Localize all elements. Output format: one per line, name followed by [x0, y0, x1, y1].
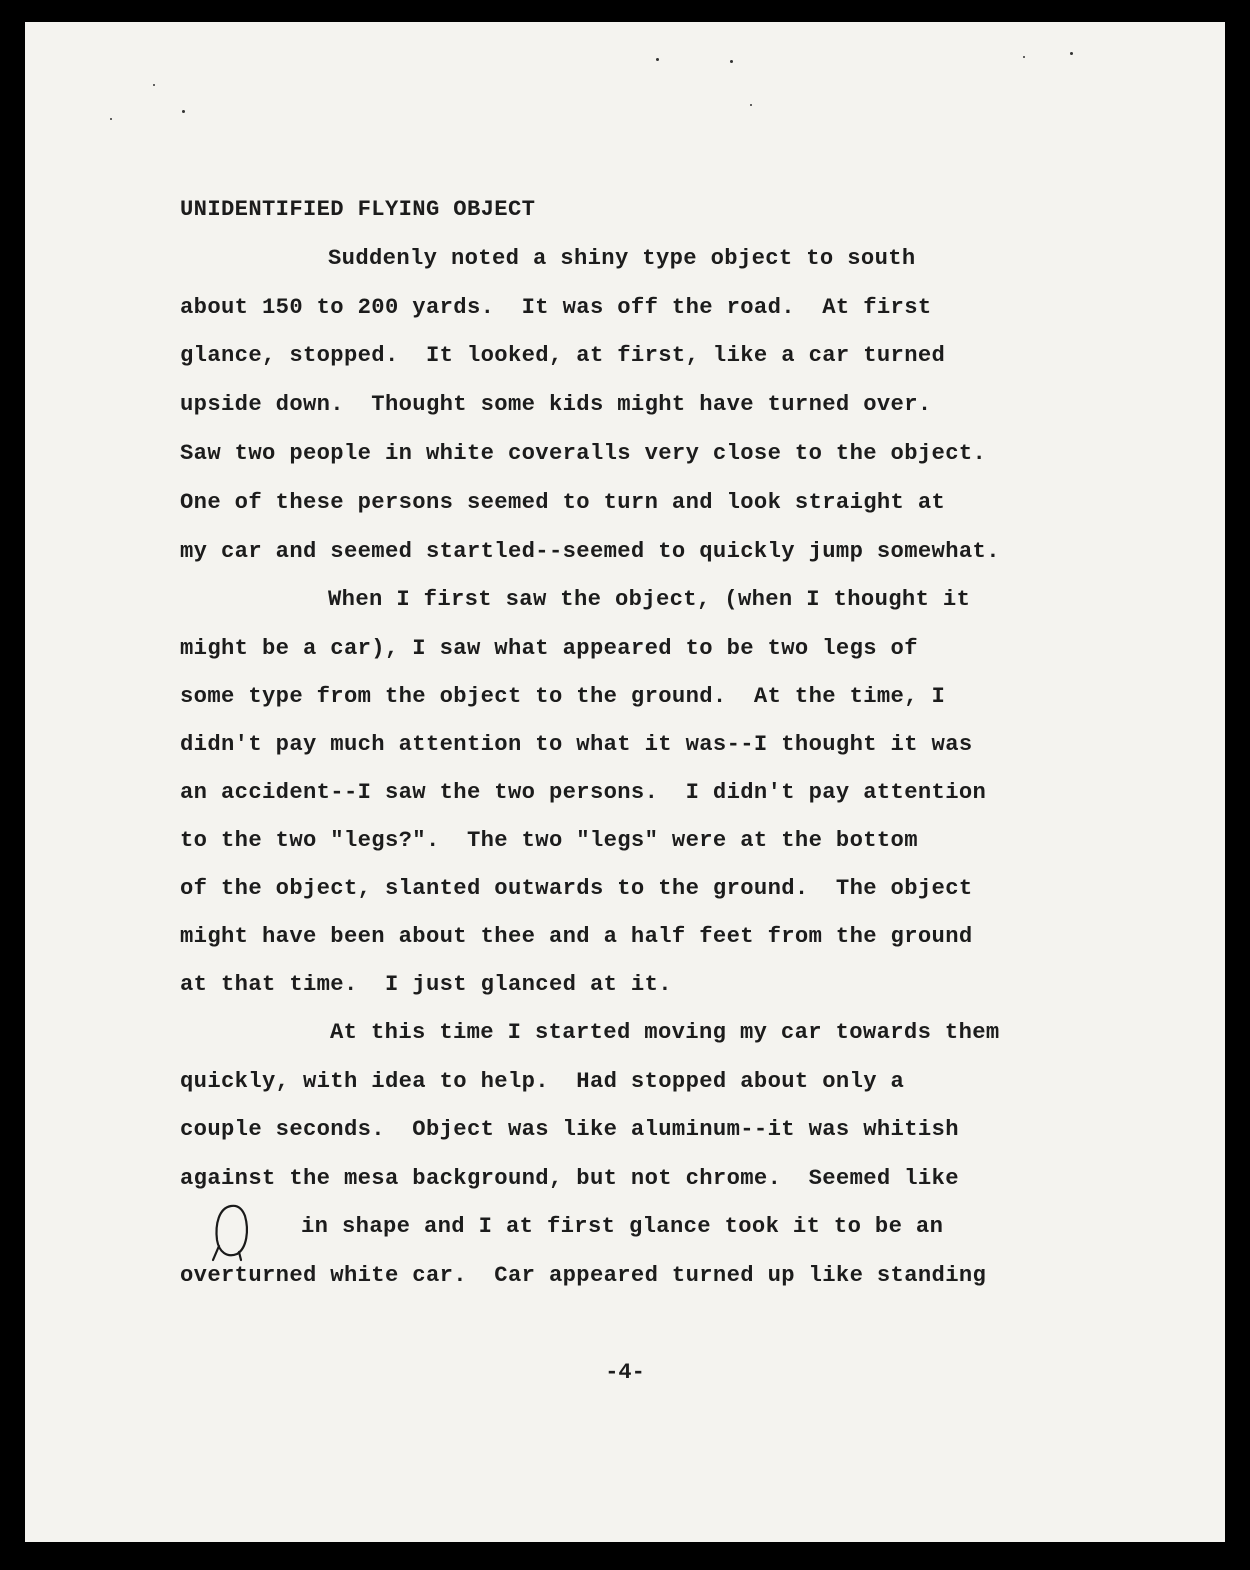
scan-speck: [182, 110, 185, 113]
body-line: upside down. Thought some kids might have turned over.: [180, 392, 932, 417]
body-line: might be a car), I saw what appeared to be two legs of: [180, 636, 918, 661]
body-line: quickly, with idea to help. Had stopped about only a: [180, 1069, 905, 1094]
body-line: When I first saw the object, (when I thought it: [328, 587, 971, 612]
scan-speck: [750, 104, 752, 106]
body-line: at that time. I just glanced at it.: [180, 972, 672, 997]
document-page: [25, 22, 1225, 1542]
body-line: against the mesa background, but not chrome. Seemed like: [180, 1166, 959, 1191]
page-number: -4-: [605, 1360, 645, 1385]
scan-speck: [1023, 56, 1025, 58]
scan-speck: [656, 58, 659, 61]
scan-speck: [153, 84, 155, 86]
body-line: in shape and I at first glance took it to be an: [301, 1214, 944, 1239]
body-line: of the object, slanted outwards to the ground. The object: [180, 876, 973, 901]
document-heading: UNIDENTIFIED FLYING OBJECT: [180, 197, 536, 222]
object-shape-sketch-icon: [207, 1202, 255, 1264]
scan-speck: [1070, 52, 1073, 55]
body-line: Saw two people in white coveralls very close to the object.: [180, 441, 987, 466]
body-line: glance, stopped. It looked, at first, like a car turned: [180, 343, 946, 368]
body-line: an accident--I saw the two persons. I didn't pay attention: [180, 780, 987, 805]
body-line: overturned white car. Car appeared turned up like standing: [180, 1263, 987, 1288]
body-line: about 150 to 200 yards. It was off the road. At first: [180, 295, 932, 320]
body-line: my car and seemed startled--seemed to quickly jump somewhat.: [180, 539, 1000, 564]
scan-speck: [730, 60, 733, 63]
body-line: some type from the object to the ground. At the time, I: [180, 684, 946, 709]
body-line: didn't pay much attention to what it was--I thought it was: [180, 732, 973, 757]
body-line: Suddenly noted a shiny type object to south: [328, 246, 916, 271]
body-line: At this time I started moving my car towards them: [330, 1020, 1000, 1045]
body-line: might have been about thee and a half feet from the ground: [180, 924, 973, 949]
body-line: couple seconds. Object was like aluminum--it was whitish: [180, 1117, 959, 1142]
body-line: to the two "legs?". The two "legs" were at the bottom: [180, 828, 918, 853]
scan-speck: [110, 118, 112, 120]
body-line: One of these persons seemed to turn and look straight at: [180, 490, 946, 515]
